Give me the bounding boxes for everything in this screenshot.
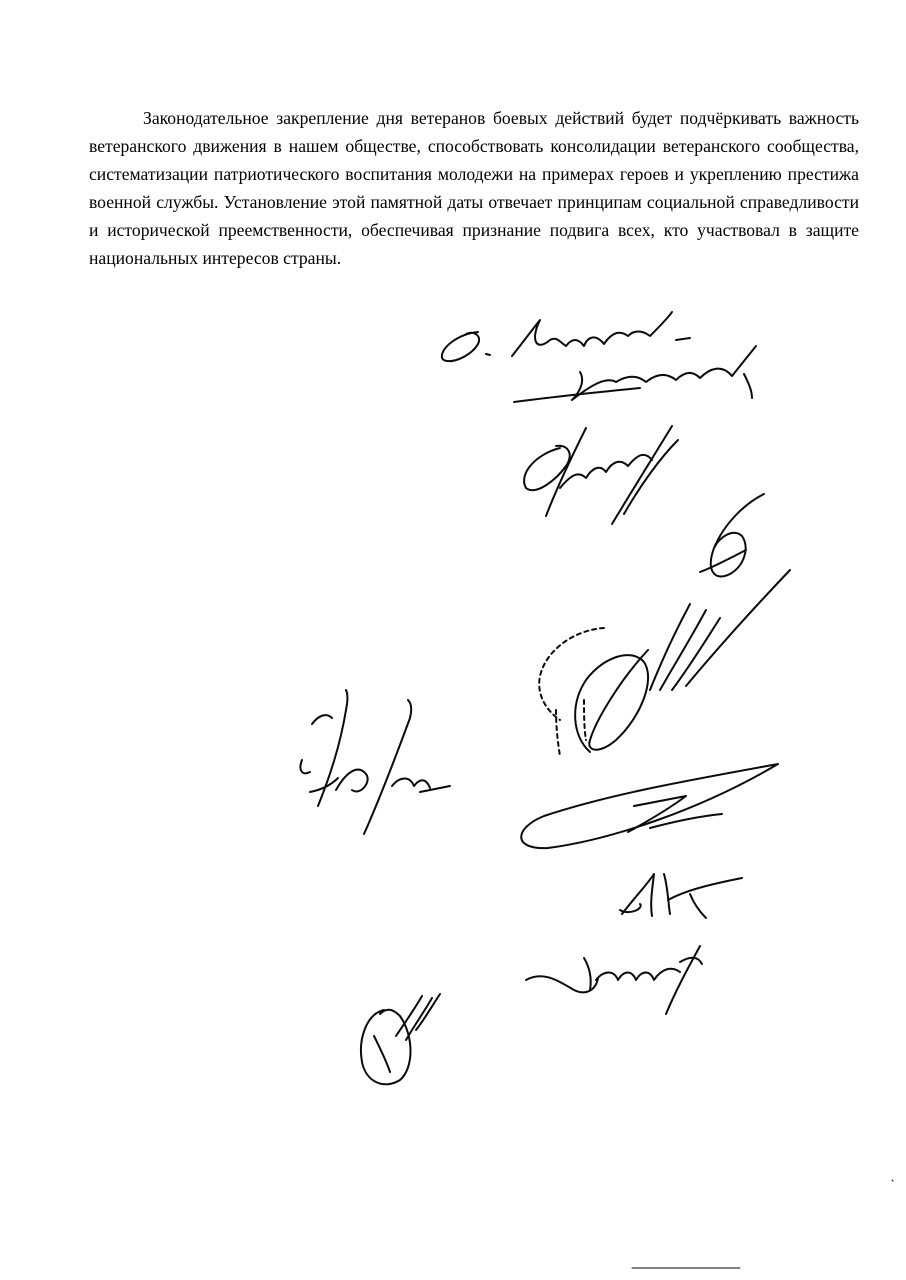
signature-9 <box>361 994 440 1084</box>
signature-2 <box>524 426 678 524</box>
signature-1 <box>442 312 756 402</box>
body-paragraph: Законодательное закрепление дня ветеранов боевых действий будет подчёркивать важность ветеранского движения в нашем обществе, способствовать консолидации ветеранского сообщества, систематизации патриотического воспитания молодежи на примерах героев и укреплению престижа военной службы. Установление этой памятной даты отвечает принципам социальной справедливости и исторической преемственности, обеспечивая признание подвига всех, кто участвовал в защите национальных интересов страны. <box>89 108 859 268</box>
signature-3 <box>700 494 764 576</box>
signature-6 <box>521 764 778 848</box>
signature-5 <box>300 690 450 834</box>
signature-8 <box>526 946 702 1014</box>
scan-artifacts <box>632 1180 893 1268</box>
signature-4 <box>539 570 790 756</box>
signature-7 <box>620 874 742 918</box>
